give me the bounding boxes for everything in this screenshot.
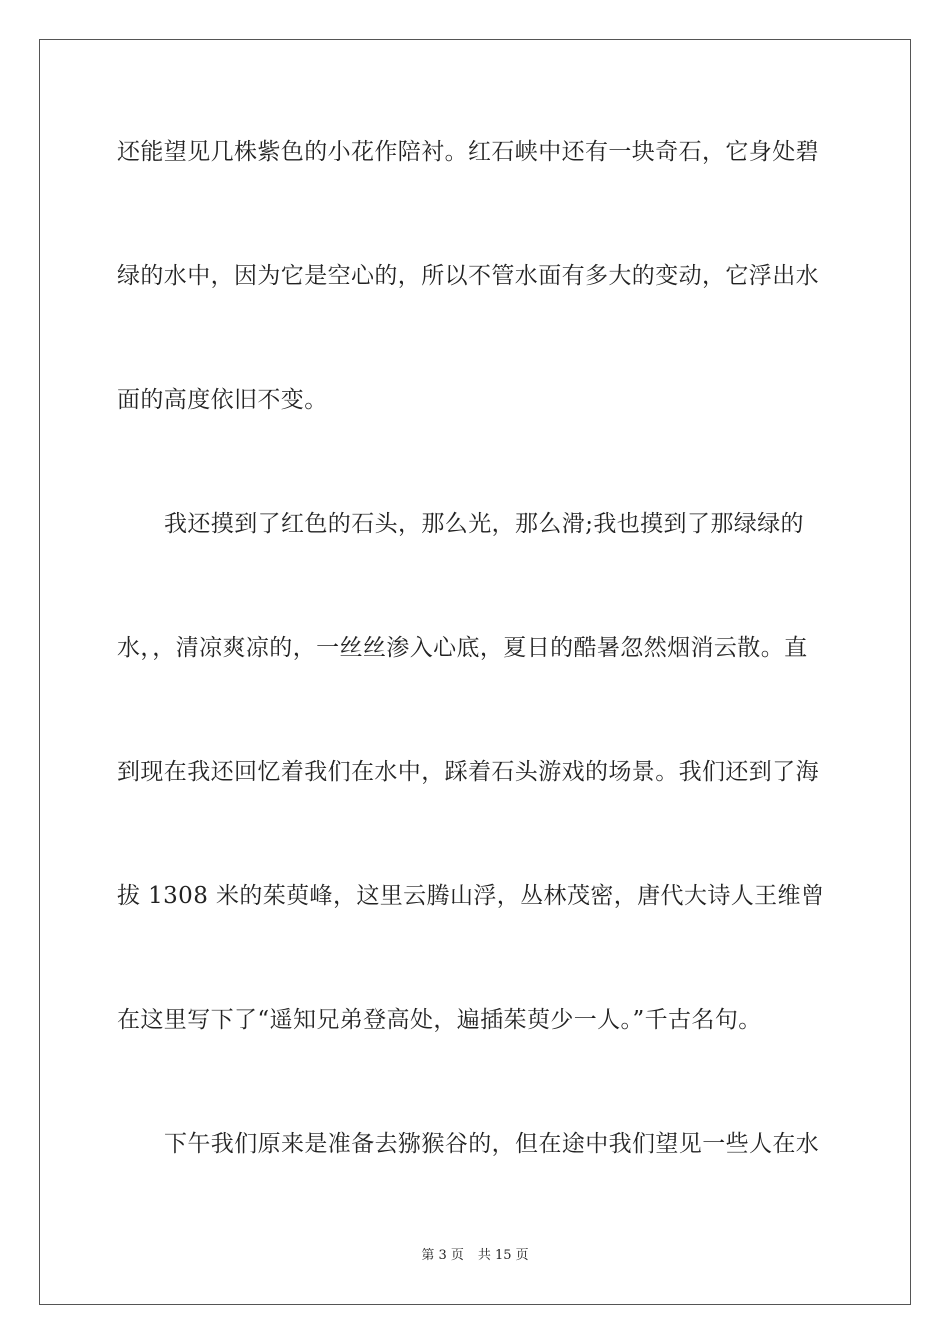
page-total: 共 15 页: [477, 1248, 529, 1263]
text-line-9: 下午我们原来是准备去猕猴谷的，但在途中我们望见一些人在水: [164, 1131, 820, 1157]
text-line-3: 面的高度依旧不变。: [117, 387, 328, 413]
text-line-4: 我还摸到了红色的石头，那么光，那么滑;我也摸到了那绿绿的: [164, 511, 804, 537]
page-footer: [0, 1247, 950, 1265]
text-line-2: 绿的水中，因为它是空心的，所以不管水面有多大的变动，它浮出水: [117, 263, 819, 289]
text-line-8: 在这里写下了“遥知兄弟登高处，遍插茱萸少一人。”千古名句。: [117, 1007, 762, 1033]
text-line-1: 还能望见几株紫色的小花作陪衬。红石峡中还有一块奇石，它身处碧: [117, 139, 819, 165]
text-line-7: 拔 1308 米的茱萸峰，这里云腾山浮，丛林茂密，唐代大诗人王维曾: [117, 883, 825, 909]
page-number: 第 3 页: [421, 1248, 464, 1263]
page-border: [39, 39, 911, 1305]
text-line-5: 水，，清凉爽凉的，一丝丝渗入心底，夏日的酷暑忽然烟消云散。直: [117, 635, 808, 661]
text-line-6: 到现在我还回忆着我们在水中，踩着石头游戏的场景。我们还到了海: [117, 759, 819, 785]
